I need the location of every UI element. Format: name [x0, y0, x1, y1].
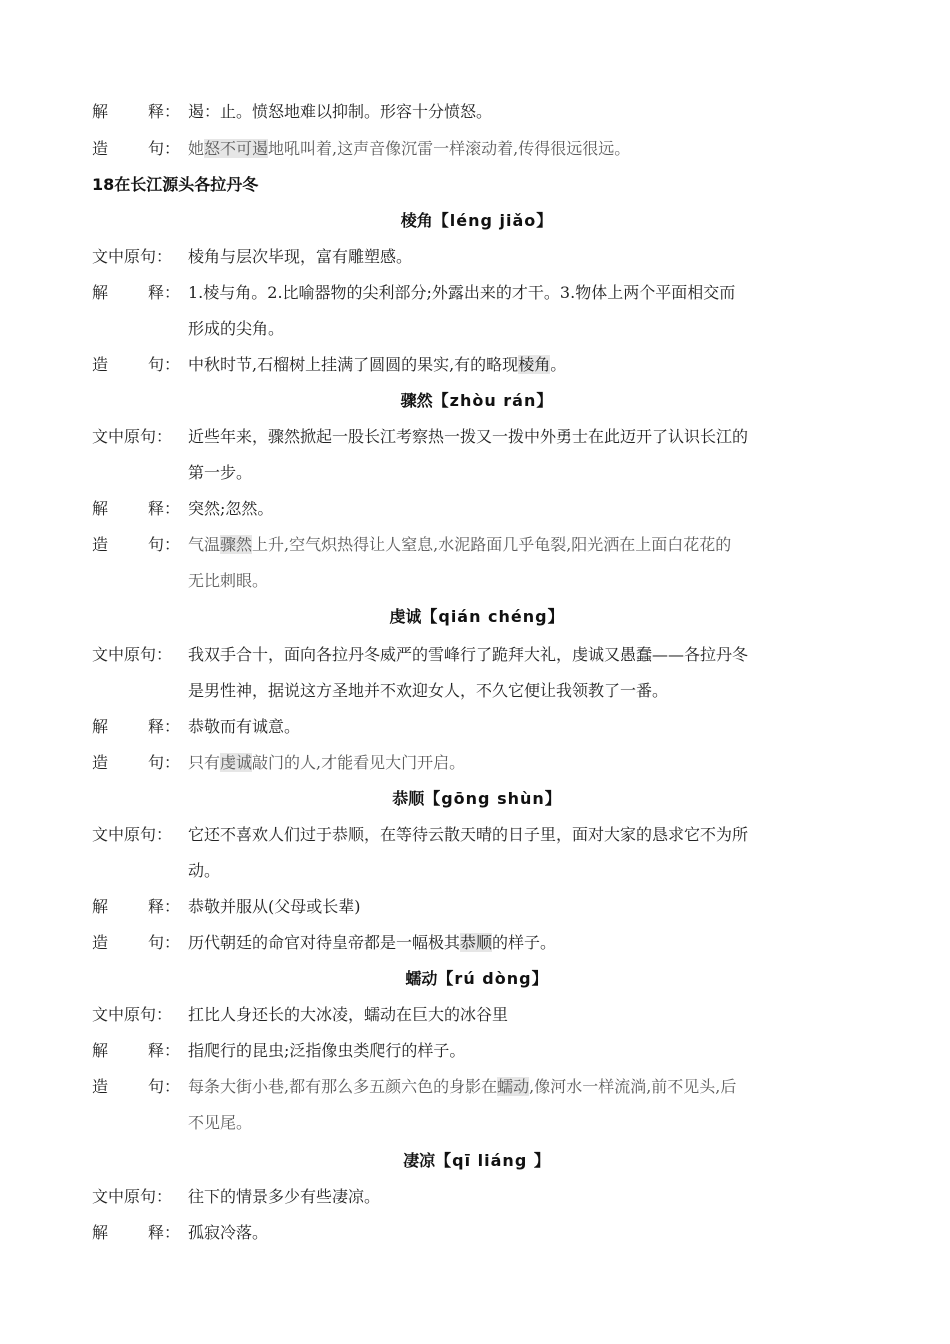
explain-text: 突然;忽然。 — [188, 499, 274, 518]
sentence-text: 每条大街小巷,都有那么多五颜六色的身影在蠕动,像河水一样流淌,前不见头,后 — [188, 1077, 737, 1096]
explain-text: 指爬行的昆虫;泛指像虫类爬行的样子。 — [188, 1041, 466, 1060]
original-text: 动。 — [188, 861, 221, 880]
sentence-text: 她怒不可遏地吼叫着,这声音像沉雷一样滚动着,传得很远很远。 — [188, 139, 631, 158]
original-text: 往下的情景多少有些凄凉。 — [188, 1187, 381, 1206]
explain-text: 恭敬而有诚意。 — [188, 717, 301, 736]
original-text: 它还不喜欢人们过于恭顺，在等待云散天晴的日子里，面对大家的恳求它不为所 — [188, 825, 749, 844]
section-title: 18在长江源头各拉丹冬 — [92, 175, 259, 194]
highlighted-word: 恭顺 — [460, 933, 493, 952]
word-heading: 凄凉【qī liáng 】 — [403, 1151, 551, 1170]
highlighted-word: 怒不可遏 — [204, 139, 269, 158]
explain-text: 遏：止。愤怒地难以抑制。形容十分愤怒。 — [188, 102, 493, 121]
document-page: 解 释： 遏：止。愤怒地难以抑制。形容十分愤怒。 造 句： 她怒不可遏地吼叫着,这声音像沉雷一样滚动着,传得很远很远。 18在长江源头各拉丹冬 棱角【léng jiǎo】 文中原句： 棱角与层次毕现，富有雕塑感。 解 释： 1.棱与角。2.比喻器物的尖利部分;外露出来的才干。3.物体上两个平面相交而 形成的尖角。 造 句： 中秋时节,石榴树上挂满了圆圆的果实,有的略现棱角。 骤然【zhòu rán】 文中原句： 近些年来，骤然掀起一股长江考察热一拨又一拨中外勇士在此迈开了认识长江的 第一步。 解 释： 突然;忽然。 造 句： 气温骤然上升,空气炽热得让人窒息,水泥路面几乎龟裂,阳光洒在上面白花花的 无比刺眼。 虔诚【qián chéng】 文中原句： 我双手合十，面向各拉丹冬威严的雪峰行了跪拜大礼，虔诚又愚蠢——各拉丹冬 是男性神，据说这方圣地并不欢迎女人，不久它便让我领教了一番。 解 释： 恭敬而有诚意。 造 句： 只有虔诚敲门的人,才能看见大门开启。 恭顺【gōng shùn】 文中原句： 它还不喜欢人们过于恭顺，在等待云散天晴的日子里，面对大家的恳求它不为所 动。 解 释： 恭敬并服从(父母或长辈) 造 句： 历代朝廷的命官对待皇帝都是一幅极其恭顺的样子。 蠕动【rú dòng】 文中原句： 扛比人身还长的大冰凌，蠕动在巨大的冰谷里 解 释： 指爬行的昆虫;泛指像虫类爬行的样子。 造 句： 每条大街小巷,都有那么多五颜六色的身影在蠕动,像河水一样流淌,前不见头,后 不见尾。 凄凉【qī liáng 】 文中原句： 往下的情景多少有些凄凉。 解 释： 孤寂冷落。 — [0, 0, 950, 1344]
word-heading: 虔诚【qián chéng】 — [389, 607, 565, 626]
original-text: 近些年来，骤然掀起一股长江考察热一拨又一拨中外勇士在此迈开了认识长江的 — [188, 427, 749, 446]
highlighted-word: 棱角 — [518, 355, 551, 374]
word-heading: 骤然【zhòu rán】 — [400, 391, 554, 410]
explain-text: 1.棱与角。2.比喻器物的尖利部分;外露出来的才干。3.物体上两个平面相交而 — [188, 283, 736, 302]
explain-text: 孤寂冷落。 — [188, 1223, 269, 1242]
original-text: 第一步。 — [188, 463, 253, 482]
sentence-text: 不见尾。 — [188, 1113, 253, 1132]
explain-text: 恭敬并服从(父母或长辈) — [188, 897, 361, 916]
original-text: 棱角与层次毕现，富有雕塑感。 — [188, 247, 413, 266]
sentence-text: 历代朝廷的命官对待皇帝都是一幅极其恭顺的样子。 — [188, 933, 557, 952]
highlighted-word: 蠕动 — [497, 1077, 530, 1096]
sentence-text: 中秋时节,石榴树上挂满了圆圆的果实,有的略现棱角。 — [188, 355, 567, 374]
word-heading: 棱角【léng jiǎo】 — [400, 211, 554, 230]
word-heading: 恭顺【gōng shùn】 — [392, 789, 562, 808]
highlighted-word: 骤然 — [220, 535, 253, 554]
original-text: 我双手合十，面向各拉丹冬威严的雪峰行了跪拜大礼，虔诚又愚蠢——各拉丹冬 — [188, 645, 749, 664]
sentence-text: 气温骤然上升,空气炽热得让人窒息,水泥路面几乎龟裂,阳光洒在上面白花花的 — [188, 535, 732, 554]
original-text: 扛比人身还长的大冰凌，蠕动在巨大的冰谷里 — [188, 1005, 509, 1024]
original-text: 是男性神，据说这方圣地并不欢迎女人，不久它便让我领教了一番。 — [188, 681, 669, 700]
word-heading: 蠕动【rú dòng】 — [405, 969, 549, 988]
explain-text: 形成的尖角。 — [188, 319, 285, 338]
sentence-text: 无比刺眼。 — [188, 571, 269, 590]
highlighted-word: 虔诚 — [220, 753, 253, 772]
sentence-text: 只有虔诚敲门的人,才能看见大门开启。 — [188, 753, 466, 772]
